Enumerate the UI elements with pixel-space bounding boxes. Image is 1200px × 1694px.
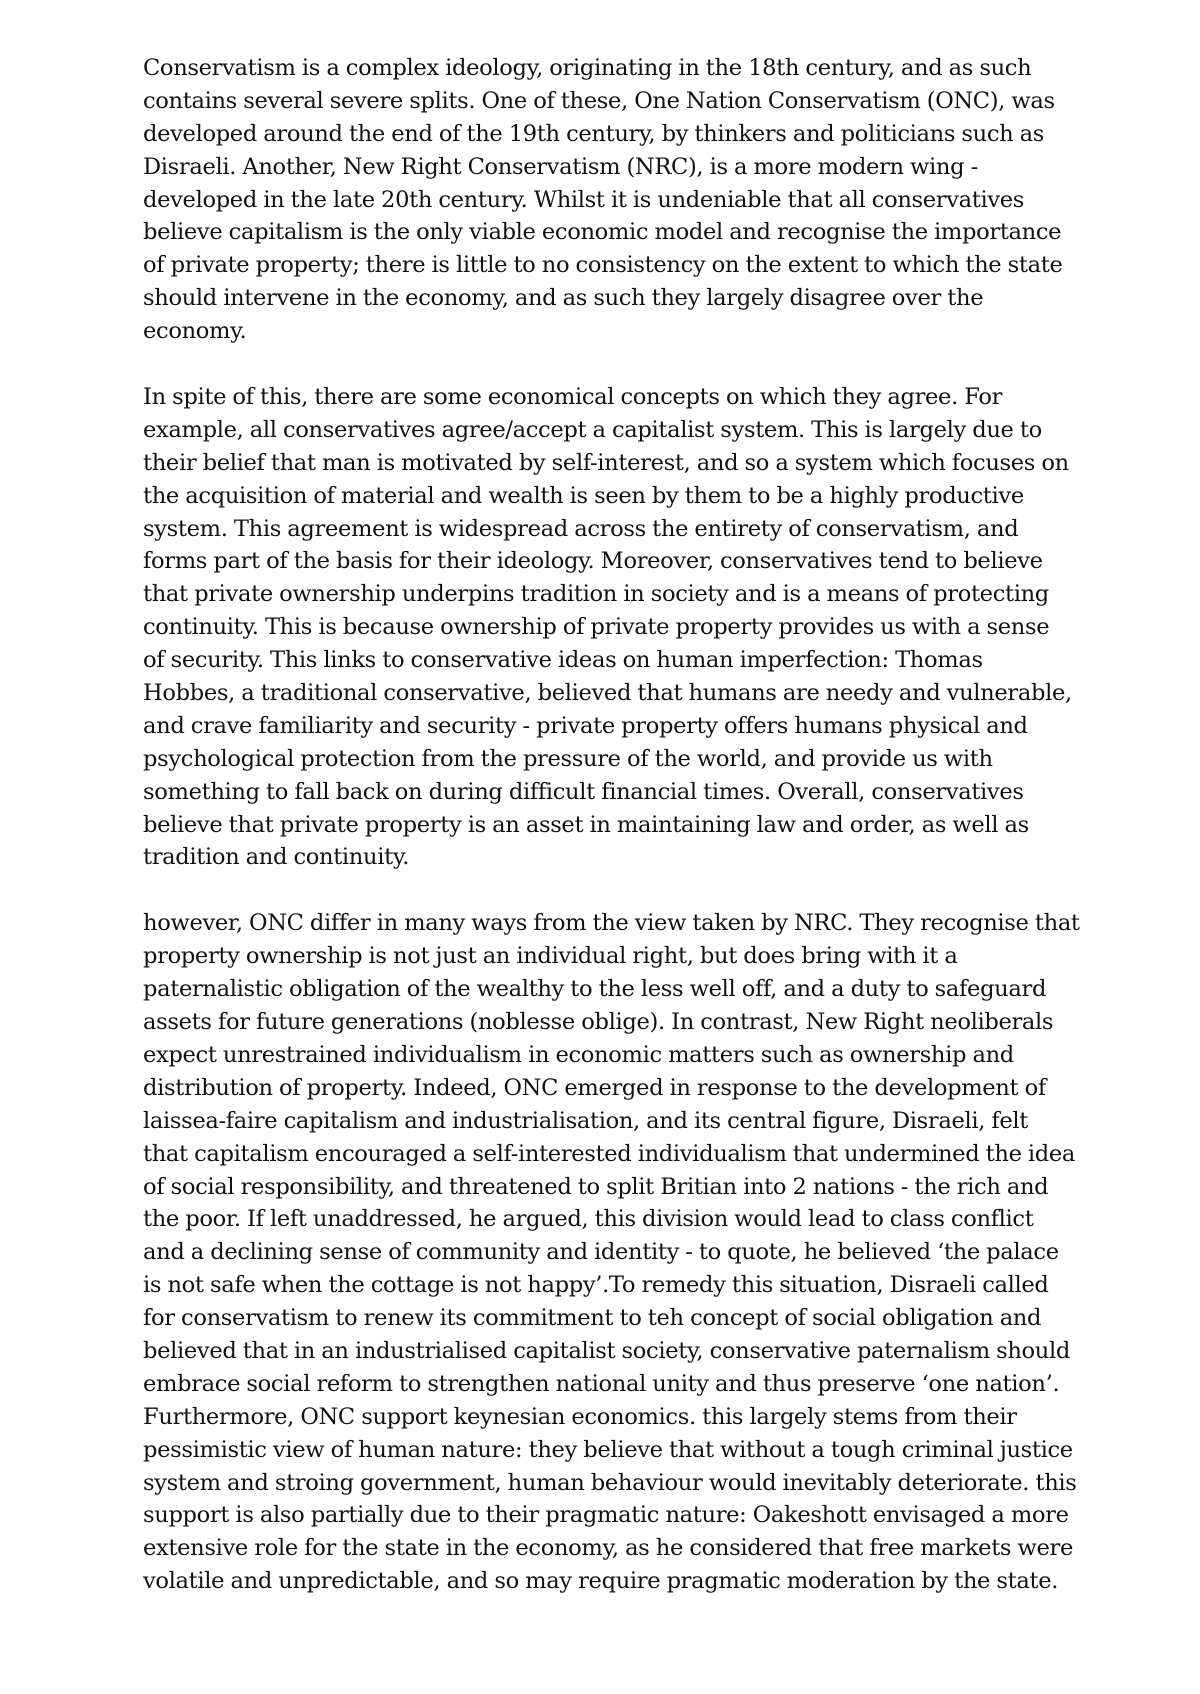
text-line: contains several severe splits. One of these, One Nation Conservatism (ONC), was <box>143 87 1055 114</box>
text-line: Conservatism is a complex ideology, originating in the 18th century, and as such <box>143 55 1032 81</box>
text-line: paternalistic obligation of the wealthy to the less well off, and a duty to safeguard <box>143 976 1047 1003</box>
text-line: volatile and unpredictable, and so may require pragmatic moderation by the state. <box>143 1568 1059 1595</box>
text-line: pessimistic view of human nature: they believe that without a tough criminal justice <box>143 1436 1073 1463</box>
text-line: developed in the late 20th century. Whilst it is undeniable that all conservatives <box>143 186 1025 213</box>
text-line: and a declining sense of community and identity - to quote, he believed ‘the palace <box>143 1239 1059 1266</box>
text-line: system and stroing government, human behaviour would inevitably deteriorate. this <box>143 1469 1077 1496</box>
text-line: Hobbes, a traditional conservative, believed that humans are needy and vulnerable, <box>143 680 1072 707</box>
text-line: of private property; there is little to no consistency on the extent to which the state <box>143 252 1063 279</box>
text-line: assets for future generations (noblesse oblige). In contrast, New Right neoliberals <box>143 1009 1054 1036</box>
text-line: developed around the end of the 19th century, by thinkers and politicians such as <box>143 120 1045 147</box>
text-line: is not safe when the cottage is not happy’.To remedy this situation, Disraeli called <box>143 1272 1049 1299</box>
text-line: something to fall back on during difficult financial times. Overall, conservatives <box>143 778 1024 805</box>
text-line: and crave familiarity and security - private property offers humans physical and <box>143 712 1028 739</box>
text-line: their belief that man is motivated by self-interest, and so a system which focuses on <box>143 449 1069 476</box>
text-line: that private ownership underpins tradition in society and is a means of protecting <box>143 581 1049 608</box>
text-line: for conservatism to renew its commitment to teh concept of social obligation and <box>143 1305 1042 1332</box>
text-line: of security. This links to conservative ideas on human imperfection: Thomas <box>143 647 983 674</box>
text-line: believed that in an industrialised capitalist society, conservative paternalism should <box>143 1337 1070 1364</box>
text-line: forms part of the basis for their ideology. Moreover, conservatives tend to believe <box>143 548 1043 575</box>
text-line: economy. <box>143 318 247 345</box>
text-line: should intervene in the economy, and as such they largely disagree over the <box>143 285 984 312</box>
text-line: believe that private property is an asset in maintaining law and order, as well as <box>143 811 1029 838</box>
text-line: that capitalism encouraged a self-interested individualism that undermined the idea <box>143 1140 1076 1167</box>
text-line: support is also partially due to their pragmatic nature: Oakeshott envisaged a more <box>143 1502 1069 1529</box>
paragraph-1 <box>143 52 1153 348</box>
text-line: Disraeli. Another, New Right Conservatism (NRC), is a more modern wing - <box>143 153 978 180</box>
text-line: Furthermore, ONC support keynesian economics. this largely stems from their <box>143 1403 1017 1430</box>
text-line: the poor. If left unaddressed, he argued, this division would lead to class conflict <box>143 1206 1034 1233</box>
paragraph-3 <box>143 907 1153 1598</box>
text-line: embrace social reform to strengthen national unity and thus preserve ‘one nation’. <box>143 1370 1060 1397</box>
text-line: system. This agreement is widespread across the entirety of conservatism, and <box>143 515 1019 542</box>
text-line: psychological protection from the pressure of the world, and provide us with <box>143 745 993 772</box>
text-line: distribution of property. Indeed, ONC emerged in response to the development of <box>143 1074 1046 1101</box>
text-line: the acquisition of material and wealth is seen by them to be a highly productive <box>143 482 1024 509</box>
text-line: In spite of this, there are some economical concepts on which they agree. For <box>143 384 1003 411</box>
text-line: expect unrestrained individualism in economic matters such as ownership and <box>143 1041 1014 1068</box>
text-line: extensive role for the state in the economy, as he considered that free markets were <box>143 1535 1073 1562</box>
text-line: property ownership is not just an individual right, but does bring with it a <box>143 943 958 970</box>
text-line: believe capitalism is the only viable economic model and recognise the importance <box>143 219 1062 246</box>
text-line: laissea-faire capitalism and industrialisation, and its central figure, Disraeli, felt <box>143 1107 1029 1134</box>
text-line: example, all conservatives agree/accept a capitalist system. This is largely due to <box>143 416 1042 443</box>
text-line: of social responsibility, and threatened to split Britian into 2 nations - the rich and <box>143 1173 1049 1200</box>
text-line: tradition and continuity. <box>143 844 410 871</box>
paragraph-2 <box>143 381 1153 874</box>
text-line: however, ONC differ in many ways from the view taken by NRC. They recognise that <box>143 910 1080 937</box>
document-page <box>143 52 1153 1631</box>
text-line: continuity. This is because ownership of private property provides us with a sense <box>143 614 1050 641</box>
